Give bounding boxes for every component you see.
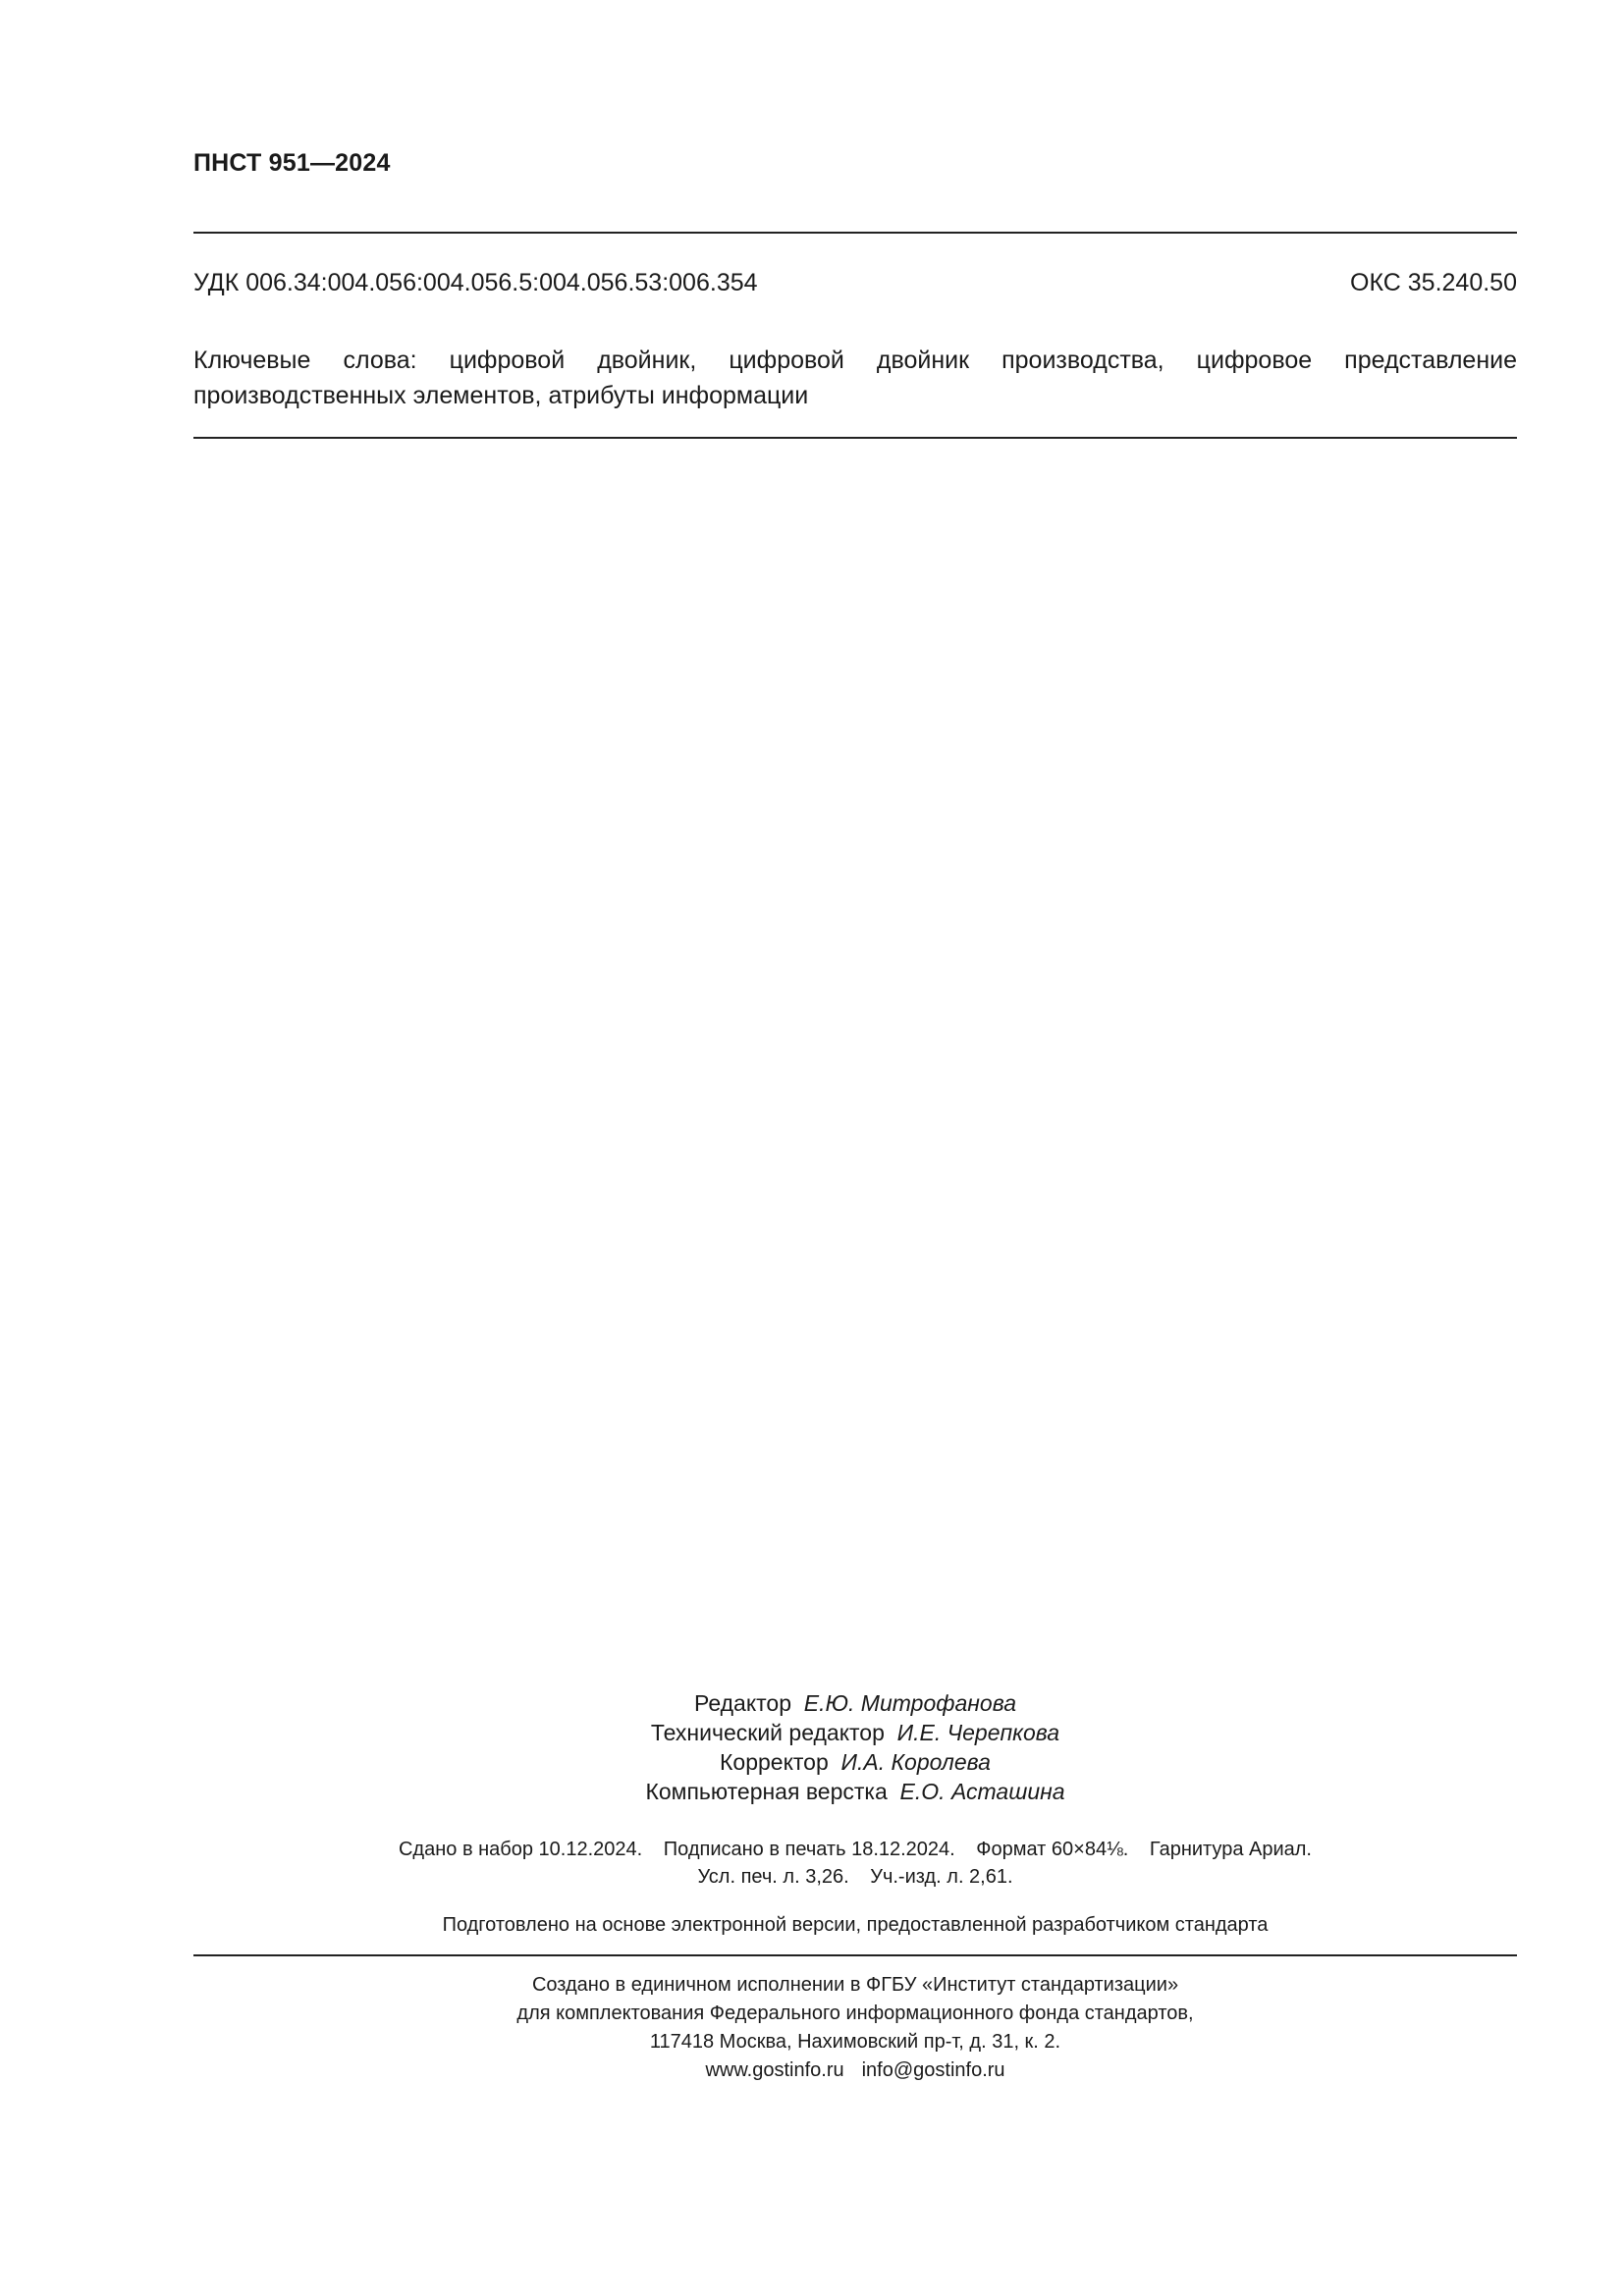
credit-role: Технический редактор — [650, 1720, 885, 1745]
credit-line-proofreader — [193, 1747, 1517, 1777]
keywords-divider — [193, 437, 1517, 439]
print-info-line-2 — [193, 1863, 1517, 1891]
credit-person: Е.О. Асташина — [899, 1779, 1065, 1804]
credit-line-layout — [193, 1777, 1517, 1806]
credits-block — [193, 1688, 1517, 1806]
signed-date: Подписано в печать 18.12.2024. — [663, 1839, 955, 1860]
credit-role: Корректор — [720, 1749, 829, 1775]
paper-format: Формат 60×84⅛. — [976, 1839, 1129, 1860]
udk-code: УДК 006.34:004.056:004.056.5:004.056.53:006.354 — [193, 269, 758, 296]
submitted-date: Сдано в набор 10.12.2024. — [398, 1839, 643, 1860]
credit-line-tech-editor — [193, 1718, 1517, 1747]
print-sheets: Усл. печ. л. 3,26. — [697, 1866, 849, 1888]
credit-person: Е.Ю. Митрофанова — [803, 1690, 1016, 1716]
footer-contacts — [193, 2056, 1517, 2085]
oks-code: ОКС 35.240.50 — [1350, 269, 1517, 296]
print-info-block — [193, 1836, 1517, 1891]
footer-line-1: Создано в единичном исполнении в ФГБУ «Институт стандартизации» — [531, 1974, 1179, 1996]
email-link[interactable]: info@gostinfo.ru — [861, 2059, 1005, 2081]
standard-id: ПНСТ 951—2024 — [193, 149, 391, 177]
footer-line-2: для комплектования Федерального информационного фонда стандартов, — [516, 2002, 1194, 2024]
prepared-note: Подготовлено на основе электронной версии, предоставленной разработчиком стандарта — [442, 1914, 1269, 1936]
keywords-paragraph: Ключевые слова: цифровой двойник, цифровой двойник производства, цифровое представление производственных элементов, атрибуты информации — [193, 347, 1517, 409]
website-link[interactable]: www.gostinfo.ru — [705, 2059, 844, 2081]
top-divider — [193, 232, 1517, 234]
footer-line-3: 117418 Москва, Нахимовский пр-т, д. 31, к. 2. — [649, 2031, 1061, 2053]
credit-person: И.Е. Черепкова — [896, 1720, 1060, 1745]
print-info-line-1 — [193, 1836, 1517, 1863]
publishing-sheets: Уч.-изд. л. 2,61. — [870, 1866, 1013, 1888]
footer-divider — [193, 1954, 1517, 1956]
credit-role: Редактор — [693, 1690, 791, 1716]
classification-row — [193, 269, 1517, 297]
credit-person: И.А. Королева — [840, 1749, 991, 1775]
credit-line-editor — [193, 1688, 1517, 1718]
publisher-footer — [193, 1971, 1517, 2085]
credit-role: Компьютерная верстка — [645, 1779, 888, 1804]
typeface: Гарнитура Ариал. — [1149, 1839, 1312, 1860]
